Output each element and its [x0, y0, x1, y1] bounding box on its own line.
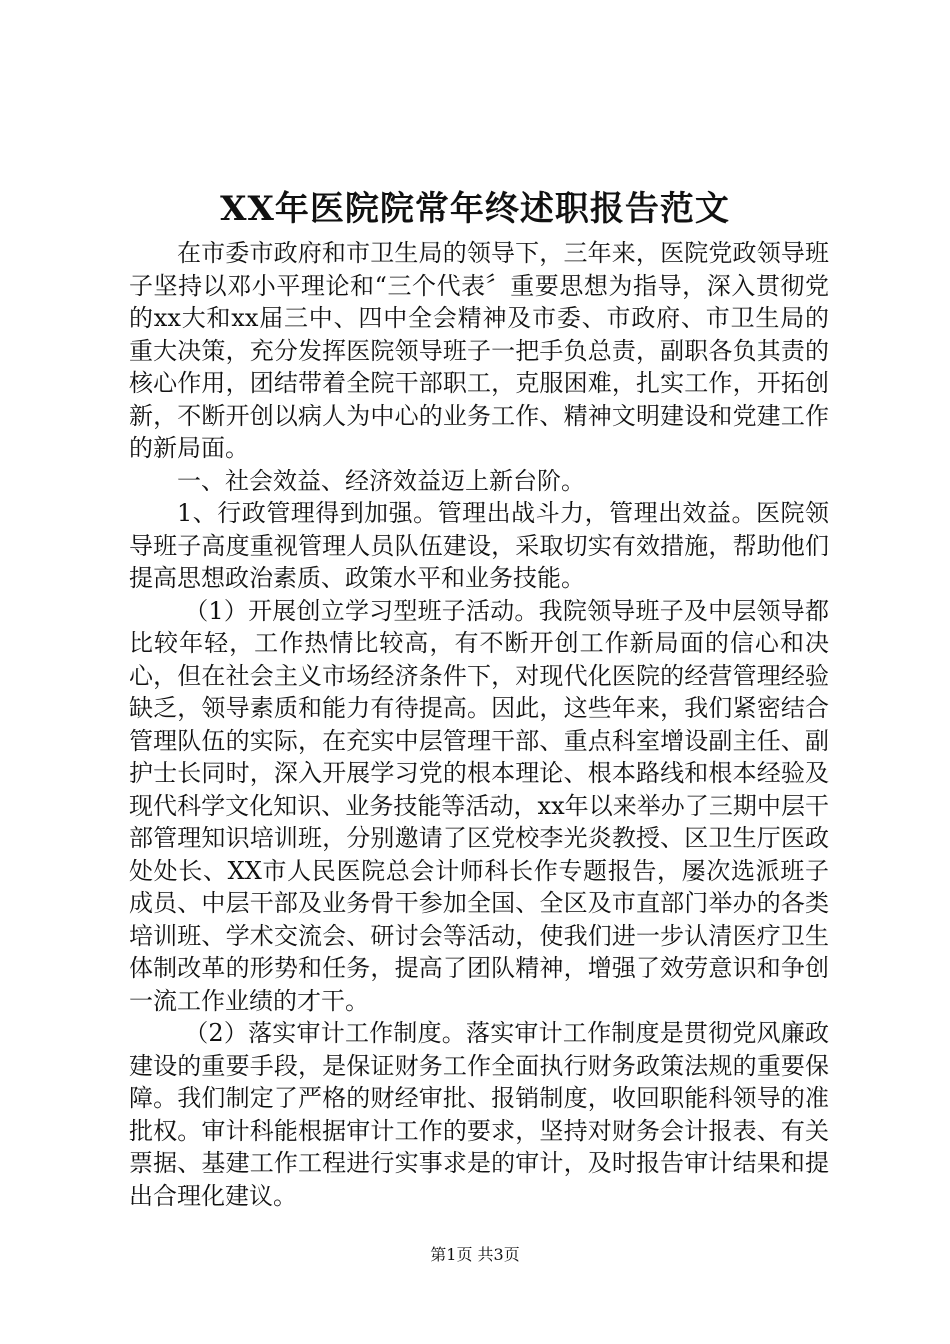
paragraph-section-heading: 一、社会效益、经济效益迈上新台阶。 — [177, 466, 585, 495]
document-body — [129, 237, 829, 1212]
paragraph-subitem-1: （1）开展创立学习型班子活动。我院领导班子及中层领导都比较年轻，工作热情比较高，有不断开创工作新局面的信心和决心，但在社会主义市场经济条件下，对现代化医院的经营管理经验缺乏，领导素质和能力有待提高。因此，这些年来，我们紧密结合管理队伍的实际，在充实中层管理干部、重点科室增设副主任、副护士长同时，深入开展学习党的根本理论、根本路线和根本经验及现代科学文化知识、业务技能等活动，xx年以来举办了三期中层干部管理知识培训班，分别邀请了区党校李光炎教授、区卫生厅医政处处长、XX市人民医院总会计师科长作专题报告，屡次选派班子成员、中层干部及业务骨干参加全国、全区及市直部门举办的各类培训班、学术交流会、研讨会等活动，使我们进一步认清医疗卫生体制改革的形势和任务，提高了团队精神，增强了效劳意识和争创一流工作业绩的才干。 — [129, 596, 829, 1015]
paragraph-intro: 在市委市政府和市卫生局的领导下，三年来，医院党政领导班子坚持以邓小平理论和“三个代表〞重要思想为指导，深入贯彻党的xx大和xx届三中、四中全会精神及市委、市政府、市卫生局的重大决策，充分发挥医院领导班子一把手负总责，副职各负其责的核心作用，团结带着全院干部职工，克服困难，扎实工作，开拓创新，不断开创以病人为中心的业务工作、精神文明建设和党建工作的新局面。 — [129, 239, 829, 462]
document-title: XX年医院院常年终述职报告范文 — [220, 189, 730, 229]
paragraph-subitem-2: （2）落实审计工作制度。落实审计工作制度是贯彻党风廉政建设的重要手段，是保证财务工作全面执行财务政策法规的重要保障。我们制定了严格的财经审批、报销制度，收回职能科领导的准批权。审计科能根据审计工作的要求，坚持对财务会计报表、有关票据、基建工作工程进行实事求是的审计，及时报告审计结果和提出合理化建议。 — [129, 1019, 829, 1210]
paragraph-item-1: 1、行政管理得到加强。管理出战斗力，管理出效益。医院领导班子高度重视管理人员队伍建设，采取切实有效措施，帮助他们提高思想政治素质、政策水平和业务技能。 — [129, 499, 829, 592]
page-footer: 第1页 共3页 — [430, 1245, 520, 1264]
